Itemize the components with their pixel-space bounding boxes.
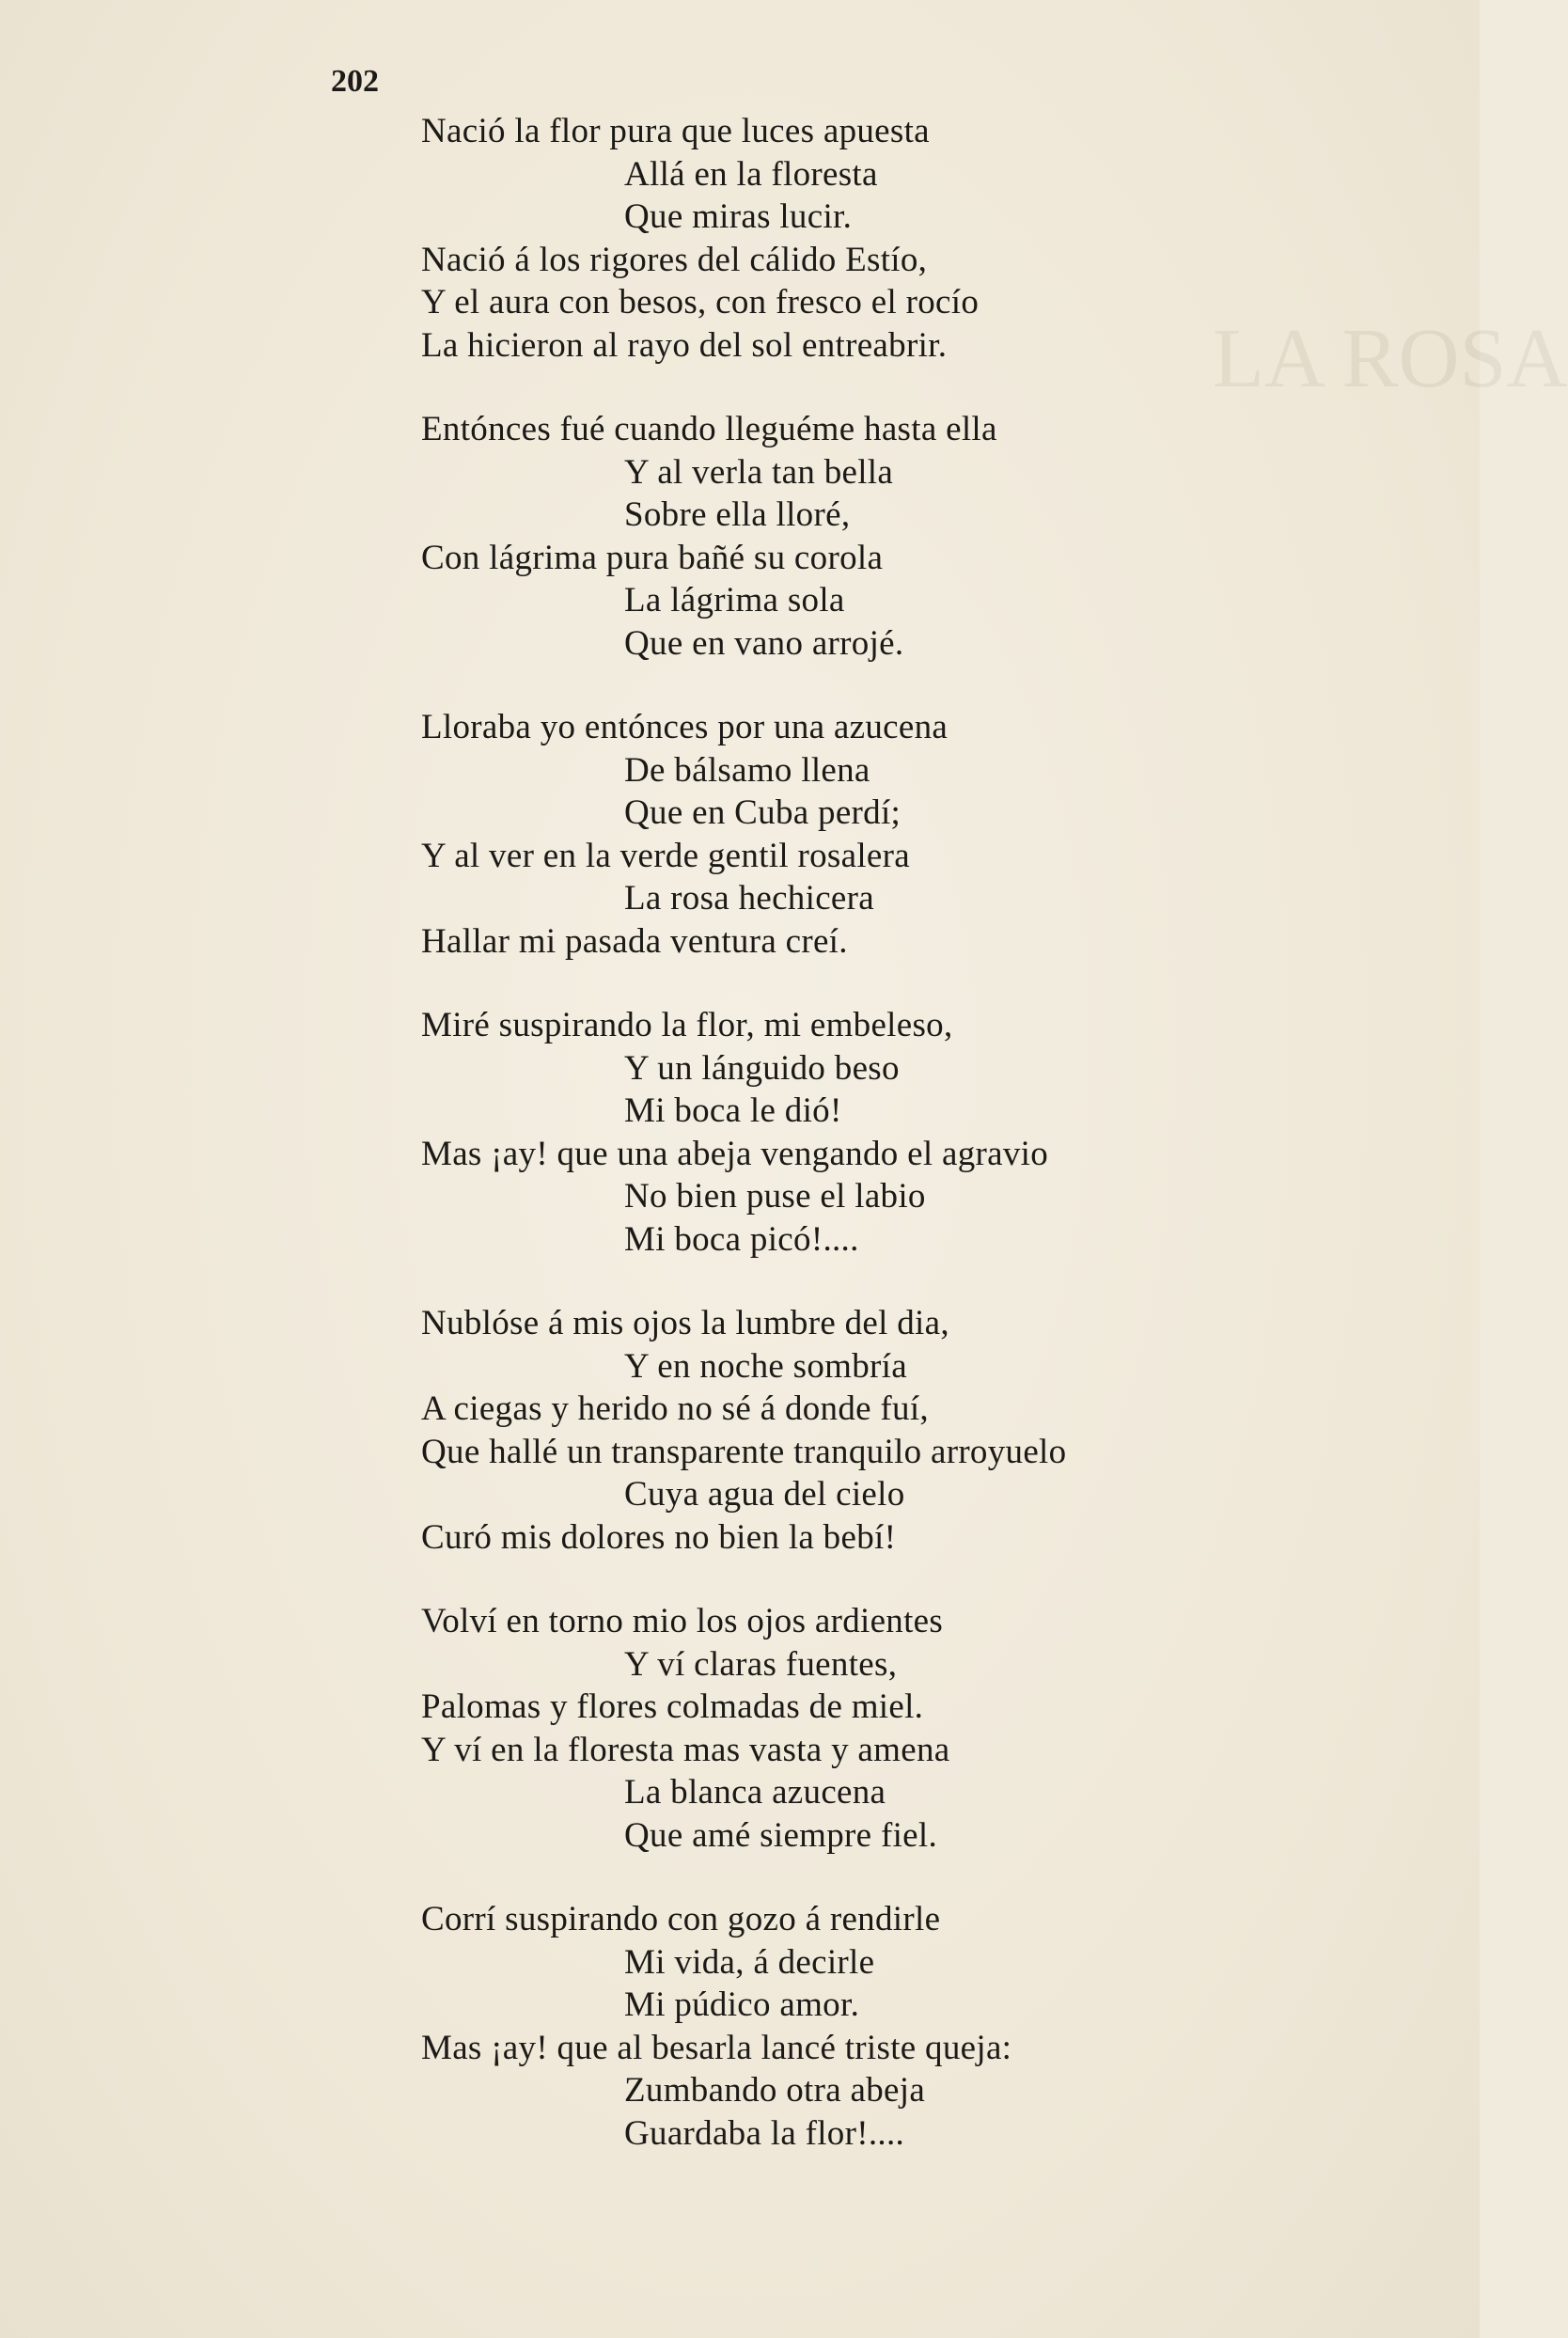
stanza [421,110,1267,367]
poem-line: Corrí suspirando con gozo á rendirle [421,1900,941,1938]
page-number: 202 [331,64,379,99]
poem-line: Mi boca picó!.... [624,1219,859,1259]
poem-line: Volví en torno mio los ojos ardientes [421,1602,944,1640]
poem [421,110,1267,2196]
poem-line: Y al verla tan bella [624,452,894,492]
poem-line: Mi púdico amor. [624,1985,860,2024]
show-through-heading: LA ROSA [1213,312,1568,405]
poem-line: Nació á los rigores del cálido Estío, [421,240,928,279]
poem-line: Que amé siempre fiel. [624,1815,937,1855]
stanza [421,1898,1267,2155]
poem-line: Cuya agua del cielo [624,1475,905,1514]
poem-line: Que hallé un transparente tranquilo arroyuelo [421,1432,1067,1471]
poem-line: Que en Cuba perdí; [624,793,902,832]
poem-line: Zumbando otra abeja [624,2071,926,2110]
poem-line: La rosa hechicera [624,879,874,918]
poem-line: La lágrima sola [624,581,845,620]
poem-line: Y al ver en la verde gentil rosalera [421,836,910,875]
poem-line: Y un lánguido beso [624,1048,900,1088]
poem-line: Guardaba la flor!.... [624,2113,905,2153]
stanza [421,706,1267,963]
poem-line: A ciegas y herido no sé á donde fuí, [421,1389,929,1428]
stanza [421,1600,1267,1857]
poem-line: Entónces fué cuando lleguéme hasta ella [421,410,997,448]
stanza [421,1302,1267,1559]
poem-line: Mas ¡ay! que al besarla lancé triste queja: [421,2028,1012,2067]
poem-line: No bien puse el labio [624,1177,926,1216]
poem-line: Y el aura con besos, con fresco el rocío [421,283,980,322]
poem-line: Y ví claras fuentes, [624,1644,898,1684]
stanza [421,408,1267,665]
poem-line: Con lágrima pura bañé su corola [421,538,884,577]
poem-line: Hallar mi pasada ventura creí. [421,921,848,961]
poem-line: Que miras lucir. [624,197,853,236]
poem-line: Mi boca le dió! [624,1091,842,1130]
poem-line: Mi vida, á decirle [624,1942,875,1982]
poem-line: Y ví en la floresta mas vasta y amena [421,1730,950,1769]
poem-line: Y en noche sombría [624,1346,907,1386]
poem-line: De bálsamo llena [624,750,870,790]
poem-line: La blanca azucena [624,1773,886,1812]
poem-line: Allá en la floresta [624,154,878,194]
poem-line: Miré suspirando la flor, mi embeleso, [421,1006,953,1044]
poem-line: Sobre ella lloré, [624,495,851,534]
poem-line: Palomas y flores colmadas de miel. [421,1687,924,1726]
poem-line: Nublóse á mis ojos la lumbre del dia, [421,1304,949,1342]
stanza [421,1004,1267,1261]
poem-line: Que en vano arrojé. [624,623,904,663]
poem-line: Lloraba yo entónces por una azucena [421,708,949,746]
poem-line: La hicieron al rayo del sol entreabrir. [421,325,948,365]
poem-line: Mas ¡ay! que una abeja vengando el agravio [421,1134,1049,1173]
poem-line: Curó mis dolores no bien la bebí! [421,1517,897,1557]
poem-line: Nació la flor pura que luces apuesta [421,112,930,150]
